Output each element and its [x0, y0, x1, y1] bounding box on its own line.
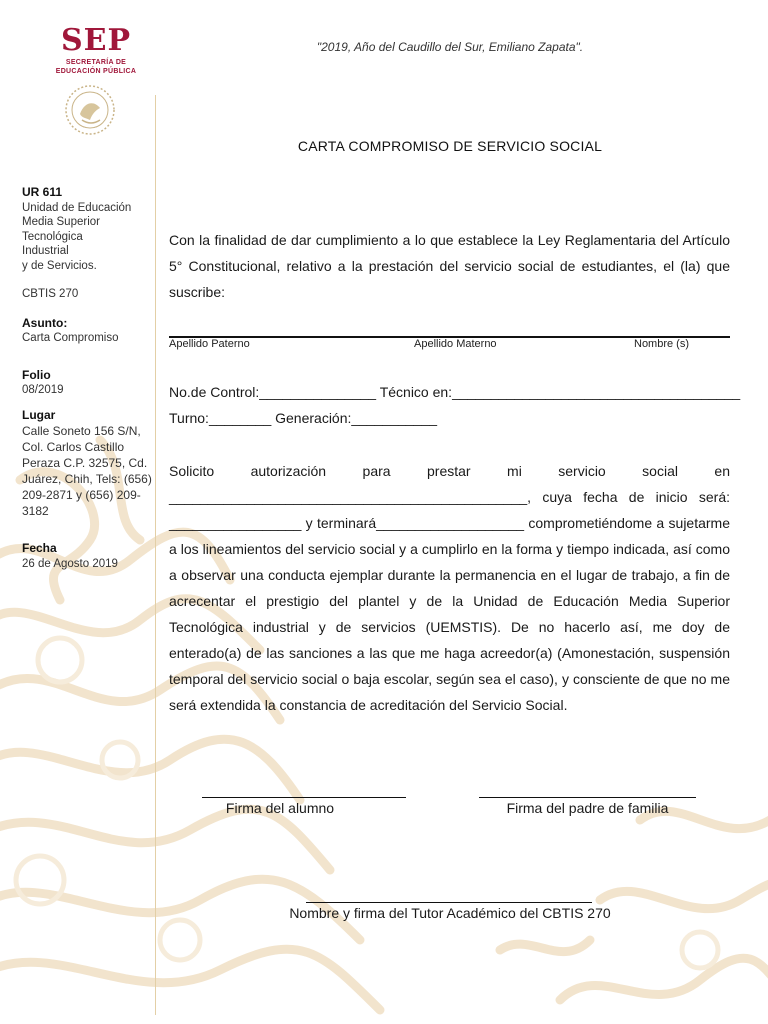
body-paragraph: Solicito autorización para prestar mi servicio social en ______________________________________________, cuya fecha de inicio será: _________________ y terminará___________________ comprometiéndome a sujetarme a los lineamientos del servicio social y a cumplirlo en la forma y tiempo indicada, así como a observar una conducta ejemplar durante la permanencia en el lugar de trabajo, a fin de acrecentar el prestigio del plantel y de la Unidad de Educación Media Superior Tecnológica industrial y de servicios (UEMSTIS). De no hacerlo así, me doy de enterado(a) de las sanciones a las que me haga acreedor(a) (Amonestación, suspensión temporal del servicio social o baja escolar, según sea el caso), y consciente de que no me será extendida la constancia de acreditación del Servicio Social. [169, 463, 730, 713]
label-apellido-paterno: Apellido Paterno [169, 338, 250, 350]
fecha-value: 26 de Agosto 2019 [22, 557, 118, 570]
student-signature-label: Firma del alumno [225, 800, 335, 816]
intro-paragraph: Con la finalidad de dar cumplimiento a lo que establece la Ley Reglamentaria del Artículo 5° Constitucional, relativo a la prestación del servicio social de estudiantes, el (la) que suscribe: [169, 232, 730, 300]
ur-line: Industrial [22, 245, 69, 257]
ur-line: Media Superior [22, 216, 100, 228]
ur-label: UR 611 [22, 185, 63, 199]
parent-signature-label: Firma del padre de familia [506, 800, 669, 816]
vertical-divider [155, 95, 156, 1015]
logo-text: SEP [60, 23, 132, 58]
lugar-label: Lugar [22, 407, 56, 422]
sep-logo [55, 23, 137, 76]
label-nombre: Nombre (s) [634, 338, 690, 350]
label-apellido-materno: Apellido Materno [414, 338, 497, 350]
ur-line: Tecnológica [22, 230, 83, 243]
school-name: CBTIS 270 [22, 288, 79, 300]
year-motto: "2019, Año del Caudillo del Sur, Emiliano Zapata". [316, 40, 584, 54]
asunto-label: Asunto: [22, 315, 68, 330]
fecha-label: Fecha [22, 541, 57, 555]
logo-subtitle-2: EDUCACIÓN PÚBLICA [55, 68, 137, 75]
folio-label: Folio [22, 367, 51, 382]
national-seal-icon [64, 84, 116, 136]
letter-title: CARTA COMPROMISO DE SERVICIO SOCIAL [297, 138, 603, 154]
tutor-signature-label: Nombre y firma del Tutor Académico del CBTIS 270 [289, 905, 611, 921]
control-tecnico-line: No.de Control:_______________ Técnico en:_____________________________________ [169, 384, 741, 400]
folio-value: 08/2019 [22, 384, 64, 396]
turno-generacion-line: Turno:________ Generación:___________ [169, 410, 438, 426]
tutor-signature-line [306, 902, 592, 904]
ur-line: Unidad de Educación [22, 201, 132, 214]
sidebar [22, 185, 152, 571]
lugar-value: Calle Soneto 156 S/N, Col. Carlos Castillo Peraza C.P. 32575, Cd. Juárez, Chih, Tels: (656) 209-2871 y (656) 209-3182 [22, 424, 152, 518]
student-signature-line [202, 797, 406, 799]
ur-line: y de Servicios. [22, 259, 97, 272]
asunto-value: Carta Compromiso [22, 332, 119, 344]
parent-signature-line [479, 797, 696, 799]
logo-subtitle-1: SECRETARÍA DE [65, 59, 127, 66]
